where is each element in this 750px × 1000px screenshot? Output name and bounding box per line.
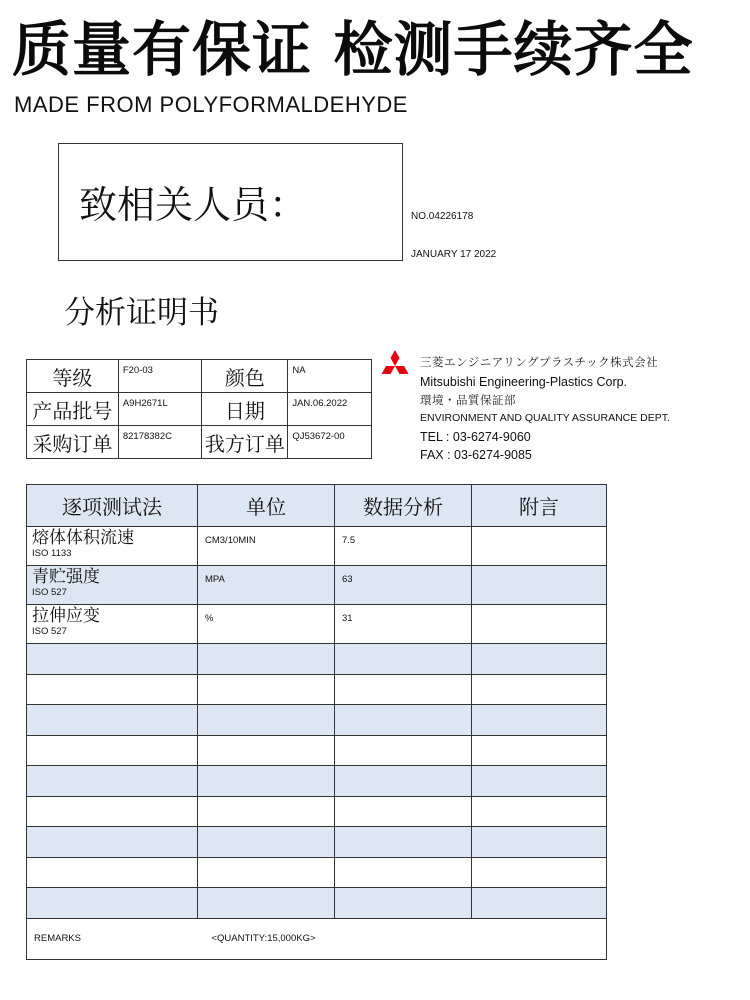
value-cell: 31 — [335, 605, 472, 644]
table-row — [27, 605, 607, 644]
salutation: 致相关人员： — [79, 183, 308, 227]
test-name: 青贮强度 — [32, 567, 100, 587]
company-name-jp: 三菱エンジニアリングプラスチック株式会社 — [420, 357, 659, 369]
our-order-label: 我方订单 — [202, 426, 288, 459]
subheading: MADE FROM POLYFORMALDEHYDE — [14, 92, 408, 117]
info-row — [27, 360, 372, 393]
mitsubishi-logo-icon — [375, 348, 415, 386]
info-row — [27, 393, 372, 426]
test-standard: ISO 527 — [32, 626, 67, 637]
value-cell: 7.5 — [335, 527, 472, 566]
empty-row — [27, 766, 607, 797]
empty-row — [27, 888, 607, 919]
info-table — [26, 359, 372, 459]
table-row — [27, 566, 607, 605]
column-header: 数据分析 — [335, 485, 472, 527]
table-row — [27, 527, 607, 566]
test-cell — [27, 566, 198, 605]
remarks-row — [27, 918, 607, 959]
empty-row — [27, 796, 607, 827]
date-label: 日期 — [202, 393, 288, 426]
test-cell — [27, 527, 198, 566]
lot-label: 产品批号 — [27, 393, 119, 426]
column-header: 逐项测试法 — [27, 485, 198, 527]
our-order-value: QJ53672-00 — [288, 426, 372, 459]
test-cell — [27, 605, 198, 644]
empty-row — [27, 827, 607, 858]
telephone: TEL : 03-6274-9060 — [420, 430, 531, 444]
value-cell: 63 — [335, 566, 472, 605]
table-header-row — [27, 485, 607, 527]
info-row — [27, 426, 372, 459]
grade-label: 等级 — [27, 360, 119, 393]
logo-diamonds — [382, 350, 409, 374]
po-label: 采购订单 — [27, 426, 119, 459]
empty-row — [27, 857, 607, 888]
remarks-value: <QUANTITY:15,000KG> — [198, 918, 607, 959]
document-date: JANUARY 17 2022 — [411, 249, 497, 260]
empty-row — [27, 705, 607, 736]
unit-cell: MPA — [198, 566, 335, 605]
note-cell — [472, 527, 607, 566]
certificate-title: 分析证明书 — [64, 295, 219, 331]
grade-value: F20-03 — [118, 360, 202, 393]
column-header: 单位 — [198, 485, 335, 527]
note-cell — [472, 566, 607, 605]
lot-value: A9H2671L — [118, 393, 202, 426]
empty-row — [27, 735, 607, 766]
company-name-en: Mitsubishi Engineering-Plastics Corp. — [420, 375, 628, 389]
results-table — [26, 484, 607, 960]
unit-cell: % — [198, 605, 335, 644]
empty-row — [27, 644, 607, 675]
column-header: 附言 — [472, 485, 607, 527]
department-en: ENVIRONMENT AND QUALITY ASSURANCE DEPT. — [420, 412, 670, 424]
po-value: 82178382C — [118, 426, 202, 459]
test-name: 拉伸应变 — [32, 606, 100, 626]
color-label: 颜色 — [202, 360, 288, 393]
salutation-box — [58, 143, 403, 261]
fax: FAX : 03-6274-9085 — [420, 448, 532, 462]
test-name: 熔体体积流速 — [32, 528, 134, 548]
test-standard: ISO 527 — [32, 587, 67, 598]
note-cell — [472, 605, 607, 644]
unit-cell: CM3/10MIN — [198, 527, 335, 566]
company-info — [420, 354, 670, 462]
color-value: NA — [288, 360, 372, 393]
test-standard: ISO 1133 — [32, 548, 72, 559]
department-jp: 環境・品質保証部 — [420, 395, 516, 407]
remarks-label: REMARKS — [27, 918, 198, 959]
empty-row — [27, 674, 607, 705]
date-value: JAN.06.2022 — [288, 393, 372, 426]
document-number: NO.04226178 — [411, 211, 474, 222]
headline: 质量有保证 检测手续齐全 — [12, 15, 694, 84]
